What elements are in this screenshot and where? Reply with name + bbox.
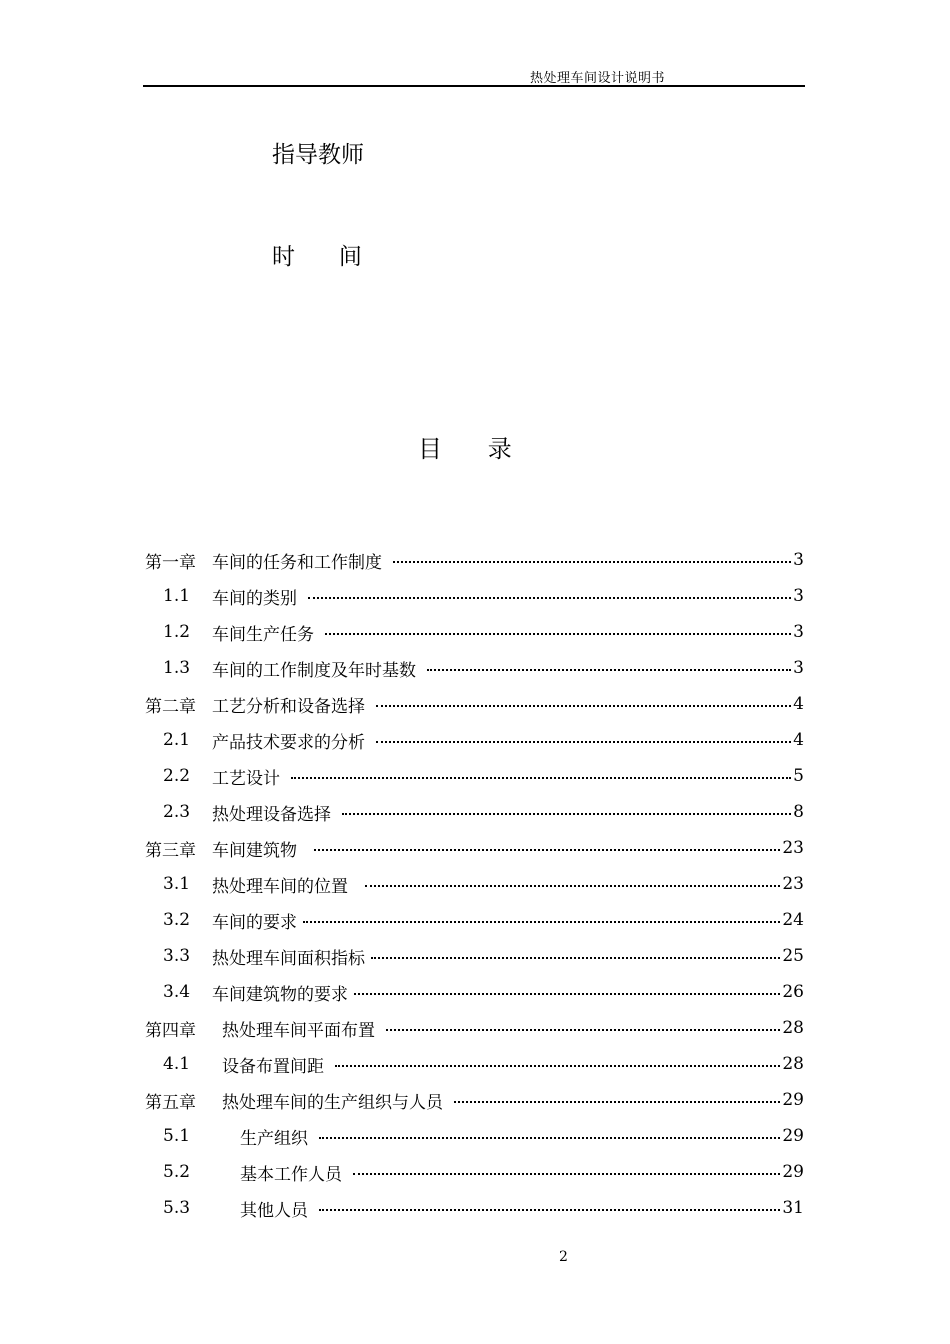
toc-number: 3.2: [163, 910, 191, 930]
toc-entry[interactable]: [0, 758, 950, 794]
dot-leader: [354, 993, 780, 995]
toc-number: 4.1: [163, 1054, 191, 1074]
running-header: 热处理车间设计说明书: [530, 71, 666, 86]
toc-page-number: 26: [782, 982, 804, 1002]
toc-entry[interactable]: [0, 722, 950, 758]
toc-entry[interactable]: [0, 650, 950, 686]
toc-number: 第四章: [145, 1020, 196, 1041]
toc-page-number: 23: [782, 838, 804, 858]
toc-number: 第一章: [145, 552, 196, 573]
toc-number: 1.1: [163, 586, 191, 606]
toc-entry-title: 车间建筑物: [212, 840, 308, 861]
dot-leader: [325, 633, 791, 635]
toc-page-number: 24: [782, 910, 804, 930]
toc-number: 3.4: [163, 982, 191, 1002]
toc-entry-title: 工艺设计: [212, 768, 286, 789]
dot-leader: [319, 1137, 780, 1139]
toc-entry-title: 其他人员: [240, 1200, 314, 1221]
toc-number: 5.1: [163, 1126, 191, 1146]
toc-entry[interactable]: [0, 938, 950, 974]
dot-leader: [371, 957, 780, 959]
dot-leader: [393, 561, 791, 563]
page-number: 2: [559, 1249, 568, 1265]
toc-entry-title: 车间的要求: [212, 912, 297, 933]
toc-entry[interactable]: [0, 542, 950, 578]
toc-page-number: 8: [793, 802, 804, 822]
dot-leader: [427, 669, 791, 671]
toc-entry-title: 热处理车间的生产组织与人员: [222, 1092, 449, 1113]
toc-number: 1.3: [163, 658, 191, 678]
toc-entry-title: 热处理设备选择: [212, 804, 337, 825]
time-label: 时 间: [272, 244, 362, 270]
toc-entry-title: 车间的任务和工作制度: [212, 552, 388, 573]
dot-leader: [342, 813, 791, 815]
toc-page-number: 3: [793, 658, 804, 678]
dot-leader: [353, 1173, 780, 1175]
toc-number: 第五章: [145, 1092, 196, 1113]
toc-number: 第二章: [145, 696, 196, 717]
toc-entry[interactable]: [0, 866, 950, 902]
toc-entry[interactable]: [0, 614, 950, 650]
toc-entry[interactable]: [0, 1082, 950, 1118]
toc-number: 1.2: [163, 622, 191, 642]
toc-entry[interactable]: [0, 1010, 950, 1046]
toc-entry-title: 生产组织: [240, 1128, 314, 1149]
toc-number: 2.1: [163, 730, 191, 750]
toc-number: 3.3: [163, 946, 191, 966]
toc-entry-title: 基本工作人员: [240, 1164, 348, 1185]
toc-title: 目 录: [418, 435, 512, 463]
toc-entry[interactable]: [0, 902, 950, 938]
toc-entry-title: 车间的类别: [212, 588, 303, 609]
toc-entry[interactable]: [0, 1190, 950, 1226]
toc-entry-title: 车间生产任务: [212, 624, 320, 645]
table-of-contents: [0, 542, 950, 1226]
header-rule: [143, 85, 805, 87]
toc-page-number: 28: [782, 1054, 804, 1074]
toc-entry-title: 热处理车间面积指标: [212, 948, 365, 969]
dot-leader: [308, 597, 791, 599]
toc-page-number: 28: [782, 1018, 804, 1038]
advisor-label: 指导教师: [272, 142, 364, 168]
toc-entry[interactable]: [0, 830, 950, 866]
toc-page-number: 4: [793, 730, 804, 750]
dot-leader: [386, 1029, 780, 1031]
toc-entry-title: 热处理车间的位置: [212, 876, 359, 897]
dot-leader: [303, 921, 780, 923]
dot-leader: [319, 1209, 780, 1211]
toc-page-number: 3: [793, 622, 804, 642]
toc-entry-title: 设备布置间距: [222, 1056, 330, 1077]
toc-number: 3.1: [163, 874, 191, 894]
toc-page-number: 4: [793, 694, 804, 714]
toc-number: 第三章: [145, 840, 196, 861]
toc-entry[interactable]: [0, 974, 950, 1010]
toc-entry-title: 产品技术要求的分析: [212, 732, 371, 753]
toc-page-number: 29: [782, 1162, 804, 1182]
toc-entry[interactable]: [0, 1046, 950, 1082]
toc-number: 2.3: [163, 802, 191, 822]
dot-leader: [335, 1065, 780, 1067]
toc-page-number: 3: [793, 586, 804, 606]
dot-leader: [365, 885, 781, 887]
toc-page-number: 3: [793, 550, 804, 570]
toc-page-number: 25: [782, 946, 804, 966]
toc-entry[interactable]: [0, 1154, 950, 1190]
toc-page-number: 29: [782, 1126, 804, 1146]
toc-entry[interactable]: [0, 794, 950, 830]
toc-number: 2.2: [163, 766, 191, 786]
dot-leader: [291, 777, 791, 779]
toc-number: 5.2: [163, 1162, 191, 1182]
dot-leader: [454, 1101, 780, 1103]
toc-entry[interactable]: [0, 1118, 950, 1154]
toc-page-number: 31: [782, 1198, 804, 1218]
toc-number: 5.3: [163, 1198, 191, 1218]
toc-page-number: 23: [782, 874, 804, 894]
dot-leader: [314, 849, 781, 851]
dot-leader: [376, 741, 791, 743]
toc-page-number: 5: [793, 766, 804, 786]
toc-entry[interactable]: [0, 686, 950, 722]
toc-page-number: 29: [782, 1090, 804, 1110]
toc-entry-title: 车间的工作制度及年时基数: [212, 660, 422, 681]
toc-entry[interactable]: [0, 578, 950, 614]
dot-leader: [376, 705, 791, 707]
toc-entry-title: 工艺分析和设备选择: [212, 696, 371, 717]
toc-entry-title: 热处理车间平面布置: [222, 1020, 381, 1041]
toc-entry-title: 车间建筑物的要求: [212, 984, 348, 1005]
